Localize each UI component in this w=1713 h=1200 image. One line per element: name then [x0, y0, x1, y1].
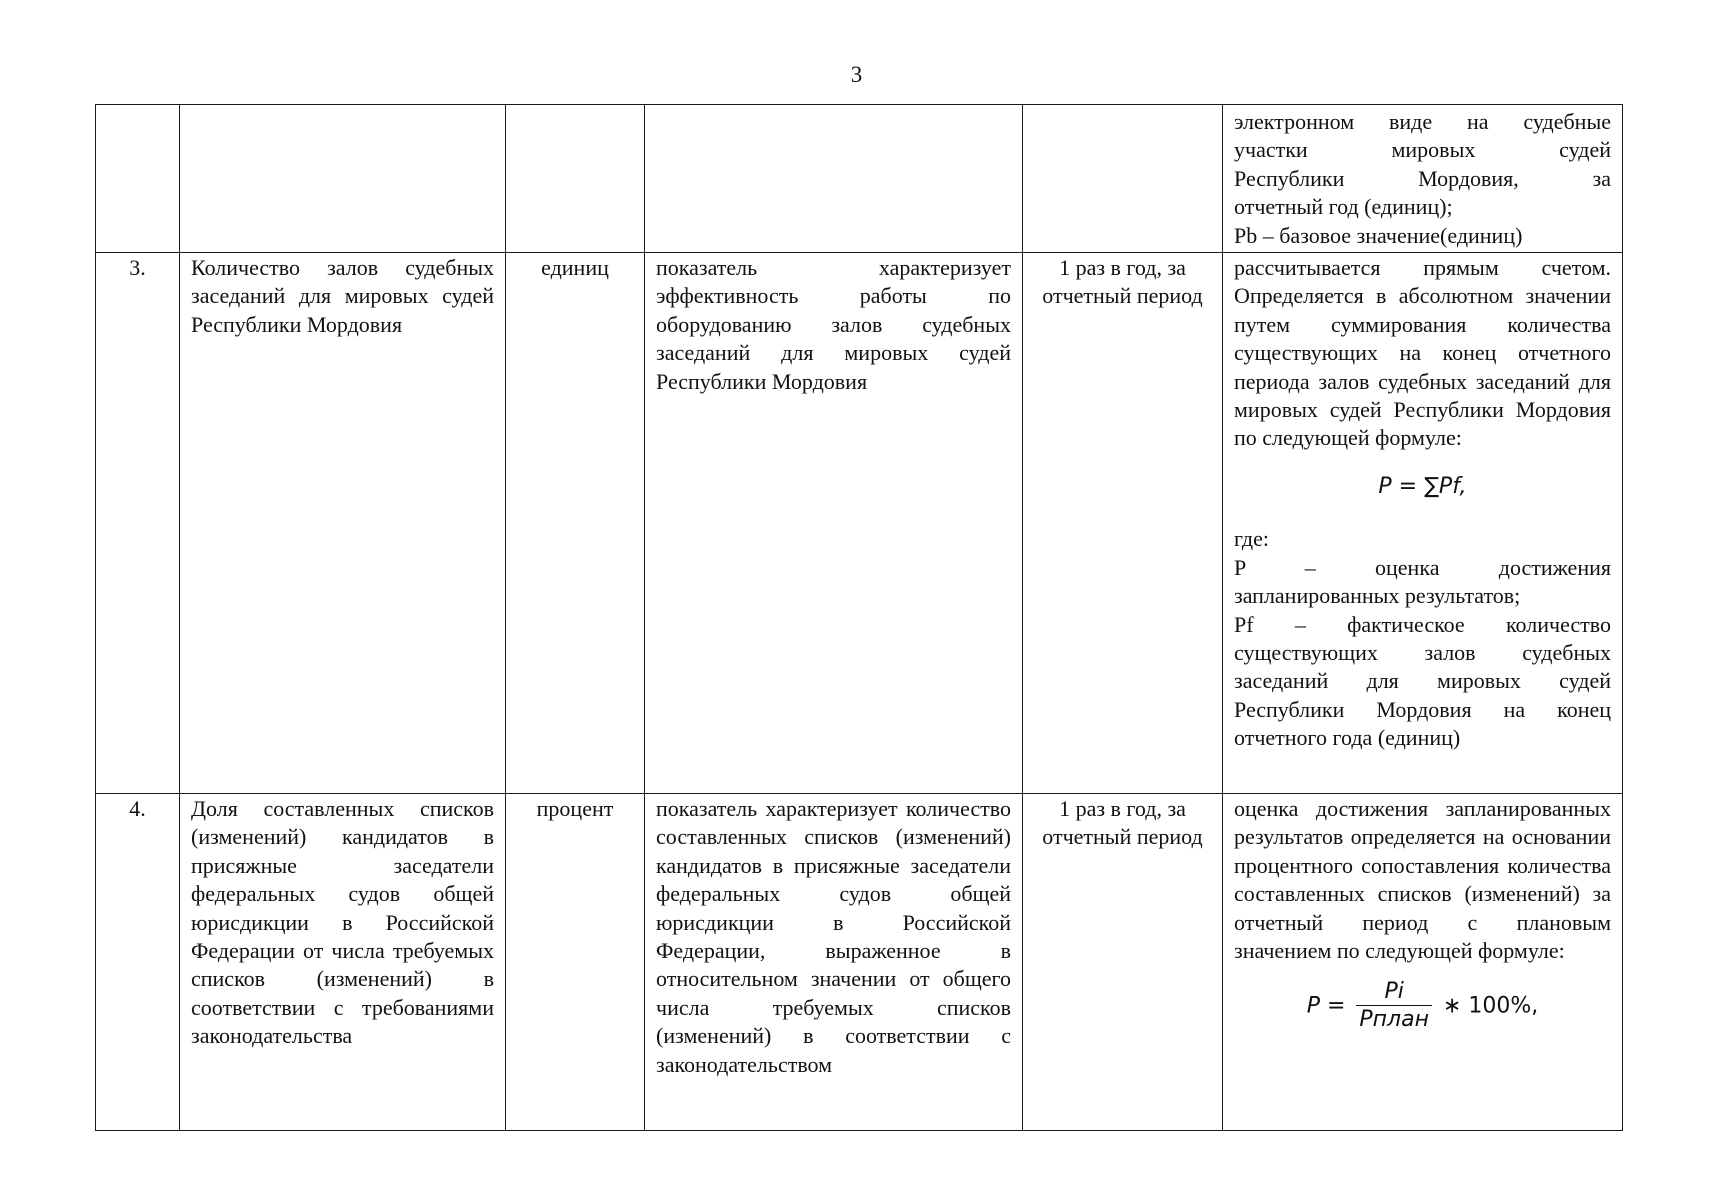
where-label: где:: [1234, 526, 1269, 552]
cell-description-empty: [645, 105, 1023, 253]
indicator-description: показатель характеризует количество составленных списков (изменений) кандидатов в присяжные заседатели федеральных судов общей юрисдикции в Российской Федерации, выраженное в относительном значении от общего числа требуемых списков (изменений) в соответствии с законодательством: [645, 794, 1023, 1131]
formula-sum: P = ∑Pf,: [1378, 473, 1467, 499]
page-number: 3: [850, 62, 863, 87]
indicator-name: Количество залов судебных заседаний для мировых судей Республики Мордовия: [180, 253, 506, 794]
method-line: участки мировых судей: [1234, 137, 1611, 163]
formula-fraction: [1234, 979, 1611, 1034]
formula-lhs: P =: [1306, 993, 1346, 1019]
fraction-numerator: Pi: [1356, 979, 1432, 1006]
method-line: электронном виде на судебные: [1234, 109, 1611, 134]
row-number: 3.: [96, 253, 180, 794]
cell-method-continuation: [1223, 105, 1623, 253]
method-line: Республики Мордовия, за: [1234, 165, 1611, 191]
method-text: оценка достижения запланированных результатов определяется на основании процентного сопоставления количества составленных списков (изменений) за отчетный период с плановым значением по следующей формуле:: [1234, 796, 1611, 964]
calculation-method: [1223, 794, 1623, 1131]
reporting-period: 1 раз в год, за отчетный период: [1023, 794, 1223, 1131]
calculation-method: [1223, 253, 1623, 794]
definition-pf: Pf – фактическое количество существующих залов судебных заседаний для мировых судей Республики Мордовия на конец отчетного года (единиц): [1234, 611, 1611, 751]
unit-of-measure: процент: [506, 794, 645, 1131]
definition-p: P – оценка достижения запланированных результатов;: [1234, 554, 1611, 609]
method-line: отчетный год (единиц);: [1234, 194, 1453, 220]
table-row-4: [96, 794, 1623, 1131]
reporting-period: 1 раз в год, за отчетный период: [1023, 253, 1223, 794]
fraction-denominator: Pплан: [1359, 1007, 1429, 1033]
indicator-description: показатель характеризует эффективность работы по оборудованию залов судебных заседаний для мировых судей Республики Мордовия: [645, 253, 1023, 794]
cell-name-empty: [180, 105, 506, 253]
indicators-table: [95, 104, 1623, 1131]
table-row-3: [96, 253, 1623, 794]
row-number: 4.: [96, 794, 180, 1131]
indicator-name: Доля составленных списков (изменений) кандидатов в присяжные заседатели федеральных судов общей юрисдикции в Российской Федерации от числа требуемых списков (изменений) в соответствии с требованиями законодательства: [180, 794, 506, 1131]
cell-num-empty: [96, 105, 180, 253]
formula-tail: ∗ 100%,: [1442, 993, 1539, 1019]
method-text: рассчитывается прямым счетом. Определяется в абсолютном значении путем суммирования количества существующих на конец отчетного периода залов судебных заседаний для мировых судей Республики Мордовия по следующей формуле:: [1234, 255, 1611, 451]
fraction: [1356, 979, 1432, 1034]
method-line: Pb – базовое значение(единиц): [1234, 222, 1523, 248]
cell-unit-empty: [506, 105, 645, 253]
cell-period-empty: [1023, 105, 1223, 253]
table-row-continuation: [96, 105, 1623, 253]
unit-of-measure: единиц: [506, 253, 645, 794]
